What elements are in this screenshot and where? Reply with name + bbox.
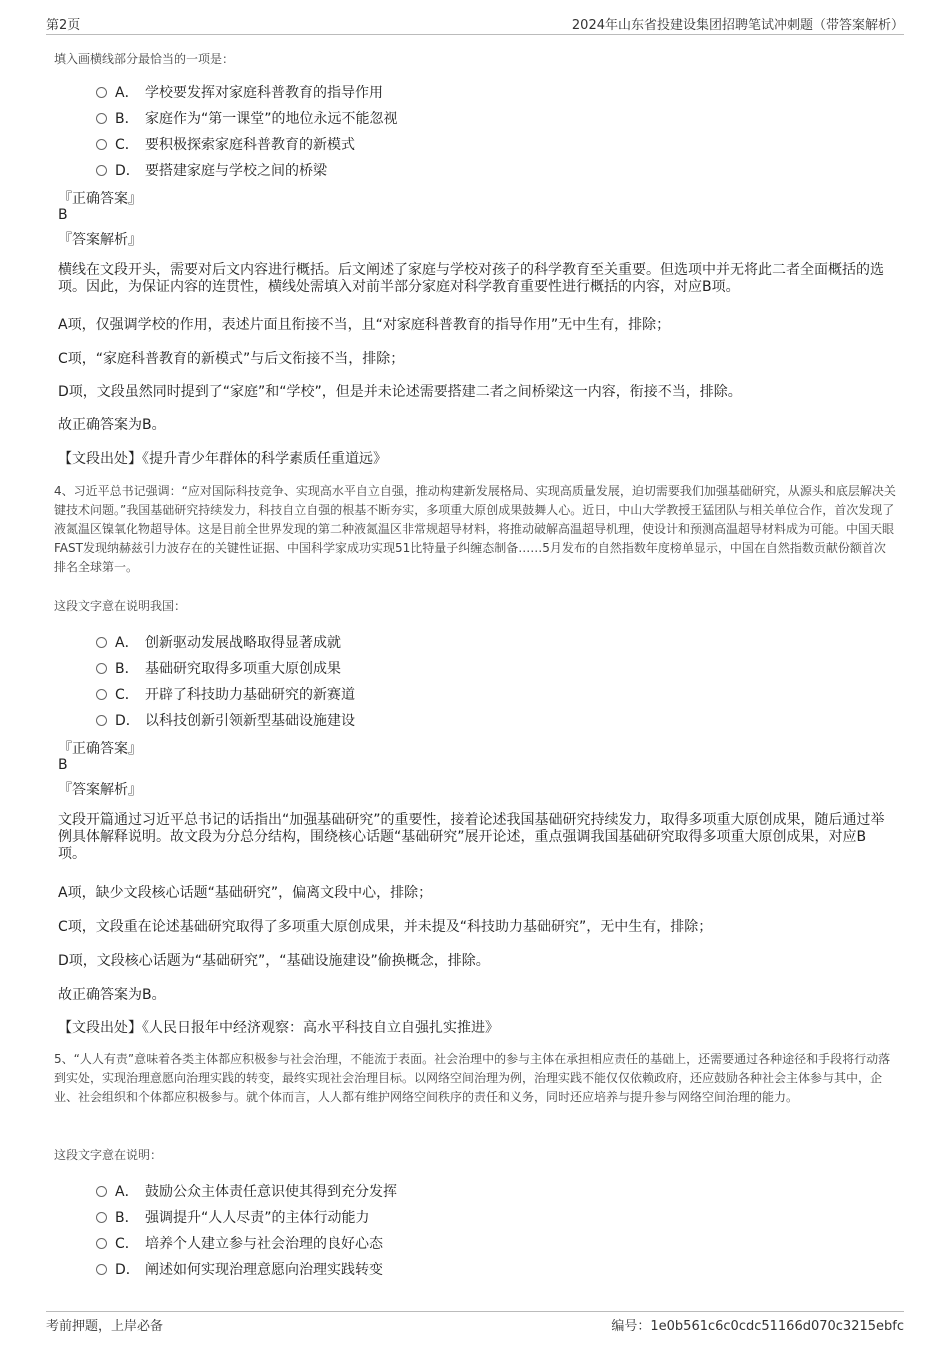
radio-icon[interactable] xyxy=(96,139,107,150)
answer-value: B xyxy=(58,757,68,773)
analysis-paragraph: 文段开篇通过习近平总书记的话指出“加强基础研究”的重要性，接着论述我国基础研究持续发力，取得多项重大原创成果，随后通过举例具体解释说明。故文段为分总分结构，围绕核心话题“基础研究”展开论述，重点强调我国基础研究取得多项重大原创成果，对应B项。 xyxy=(58,812,885,862)
option-b[interactable]: B． 家庭作为“第一课堂”的地位永远不能忽视 xyxy=(96,108,398,128)
radio-icon[interactable] xyxy=(96,113,107,124)
question-stem: 填入画横线部分最恰当的一项是： xyxy=(54,52,235,66)
question-stem: 这段文字意在说明： xyxy=(54,1148,163,1162)
option-b[interactable]: B． 基础研究取得多项重大原创成果 xyxy=(96,658,341,678)
radio-icon[interactable] xyxy=(96,663,107,674)
answer-label: 『正确答案』 xyxy=(58,191,142,207)
question-stem: 这段文字意在说明我国： xyxy=(54,599,187,613)
radio-icon[interactable] xyxy=(96,1212,107,1223)
analysis-paragraph: C项，文段重在论述基础研究取得了多项重大原创成果，并未提及“科技助力基础研究”，无中生有，排除； xyxy=(58,919,713,935)
footer-slogan: 考前押题，上岸必备 xyxy=(46,1319,164,1334)
radio-icon[interactable] xyxy=(96,715,107,726)
answer-label: 『正确答案』 xyxy=(58,741,142,757)
option-b[interactable]: B． 强调提升“人人尽责”的主体行动能力 xyxy=(96,1207,370,1227)
analysis-label: 『答案解析』 xyxy=(58,232,142,248)
source-citation: 【文段出处】《提升青少年群体的科学素质任重道远》 xyxy=(58,451,387,467)
question-passage: 5、“人人有责”意味着各类主体都应积极参与社会治理，不能流于表面。社会治理中的参与主体在承担相应责任的基础上，还需要通过各种途径和手段将行动落到实处，实现治理意愿向治理实践的转变，最终实现社会治理目标。以网络空间治理为例，治理实践不能仅仅依赖政府，还应鼓励各种社会主体参与其中，企业、社会组织和个体都应积极参与。就个体而言，人人都有维护网络空间秩序的责任和义务，同时还应培养与提升参与网络空间治理的能力。 xyxy=(54,1052,891,1104)
radio-icon[interactable] xyxy=(96,87,107,98)
document-id: 编号：1e0b561c6c0cdc51166d070c3215ebfc xyxy=(611,1319,904,1334)
page-number: 第2页 xyxy=(46,18,81,33)
radio-icon[interactable] xyxy=(96,1264,107,1275)
analysis-paragraph: 故正确答案为B。 xyxy=(58,987,166,1003)
analysis-paragraph: C项，“家庭科普教育的新模式”与后文衔接不当，排除； xyxy=(58,351,405,367)
radio-icon[interactable] xyxy=(96,689,107,700)
radio-icon[interactable] xyxy=(96,637,107,648)
analysis-paragraph: 故正确答案为B。 xyxy=(58,417,166,433)
option-d[interactable]: D． 以科技创新引领新型基础设施建设 xyxy=(96,710,355,730)
analysis-label: 『答案解析』 xyxy=(58,782,142,798)
option-c[interactable]: C． 开辟了科技助力基础研究的新赛道 xyxy=(96,684,355,704)
option-a[interactable]: A． 创新驱动发展战略取得显著成就 xyxy=(96,632,341,652)
option-c[interactable]: C． 培养个人建立参与社会治理的良好心态 xyxy=(96,1233,383,1253)
option-a[interactable]: A． 鼓励公众主体责任意识使其得到充分发挥 xyxy=(96,1181,397,1201)
option-a[interactable]: A． 学校要发挥对家庭科普教育的指导作用 xyxy=(96,82,383,102)
analysis-paragraph: D项，文段虽然同时提到了“家庭”和“学校”，但是并未论述需要搭建二者之间桥梁这一内容，衔接不当，排除。 xyxy=(58,384,742,400)
page-footer xyxy=(46,1311,904,1334)
question-passage: 4、习近平总书记强调：“应对国际科技竞争、实现高水平自立自强，推动构建新发展格局、实现高质量发展，迫切需要我们加强基础研究，从源头和底层解决关键技术问题。”我国基础研究持续发力，科技自立自强的根基不断夯实，多项重大原创成果鼓舞人心。近日，中山大学教授王猛团队与相关单位合作，首次发现了液氮温区镍氧化物超导体。这是目前全世界发现的第二种液氮温区非常规超导材料，将推动破解高温超导机理，使设计和预测高温超导材料成为可能。中国天眼FAST发现纳赫兹引力波存在的关键性证据、中国科学家成功实现51比特量子纠缠态制备……5月发布的自然指数年度榜单显示，中国在自然指数贡献份额首次排名全球第一。 xyxy=(54,484,896,574)
analysis-paragraph: 横线在文段开头，需要对后文内容进行概括。后文阐述了家庭与学校对孩子的科学教育至关重要。但选项中并无将此二者全面概括的选项。因此，为保证内容的连贯性，横线处需填入对前半部分家庭对科学教育重要性进行概括的内容，对应B项。 xyxy=(58,262,884,295)
radio-icon[interactable] xyxy=(96,1186,107,1197)
analysis-paragraph: D项，文段核心话题为“基础研究”，“基础设施建设”偷换概念，排除。 xyxy=(58,953,490,969)
option-c[interactable]: C． 要积极探索家庭科普教育的新模式 xyxy=(96,134,355,154)
radio-icon[interactable] xyxy=(96,1238,107,1249)
document-title: 2024年山东省投建设集团招聘笔试冲刺题（带答案解析） xyxy=(571,18,904,33)
answer-value: B xyxy=(58,207,68,223)
source-citation: 【文段出处】《人民日报年中经济观察：高水平科技自立自强扎实推进》 xyxy=(58,1020,499,1036)
option-d[interactable]: D． 要搭建家庭与学校之间的桥梁 xyxy=(96,160,327,180)
analysis-paragraph: A项，缺少文段核心话题“基础研究”，偏离文段中心，排除； xyxy=(58,885,433,901)
option-d[interactable]: D． 阐述如何实现治理意愿向治理实践转变 xyxy=(96,1259,383,1279)
radio-icon[interactable] xyxy=(96,165,107,176)
analysis-paragraph: A项，仅强调学校的作用，表述片面且衔接不当，且“对家庭科普教育的指导作用”无中生有，排除； xyxy=(58,317,671,333)
page-header xyxy=(46,14,904,35)
